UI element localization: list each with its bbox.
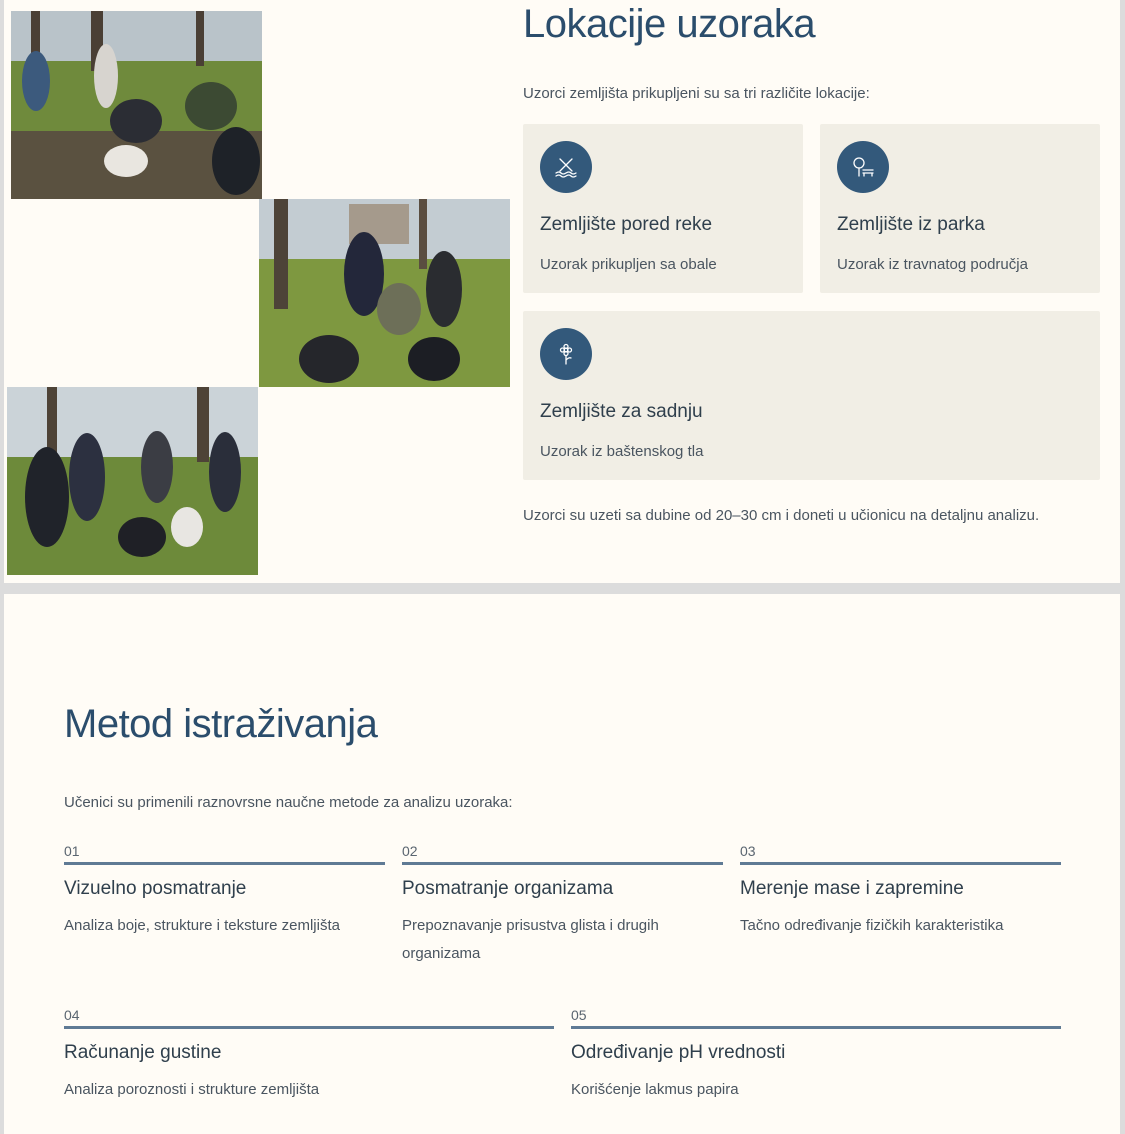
method-title: Vizuelno posmatranje: [64, 878, 247, 899]
method-item: [740, 843, 1061, 940]
method-number: 01: [64, 843, 385, 865]
park-tree-bench-icon: [837, 141, 889, 193]
method-title: Računanje gustine: [64, 1042, 222, 1063]
method-number: 04: [64, 1007, 554, 1029]
slide-sample-locations: [4, 0, 1120, 583]
method-title: Posmatranje organizama: [402, 878, 614, 899]
location-card-title: Zemljište za sadnju: [540, 401, 703, 422]
location-card-desc: Uzorak iz travnatog područja: [837, 256, 1028, 273]
method-desc: Tačno određivanje fizičkih karakteristika: [740, 917, 1004, 934]
method-number: 02: [402, 843, 723, 865]
method-title: Merenje mase i zapremine: [740, 878, 964, 899]
students-sampling-photo-1: [11, 11, 262, 199]
students-sampling-photo-2: [259, 199, 510, 387]
flower-icon: [540, 328, 592, 380]
location-card-desc: Uzorak prikupljen sa obale: [540, 256, 717, 273]
location-card-desc: Uzorak iz baštenskog tla: [540, 443, 704, 460]
method-item: [402, 843, 723, 968]
method-item: [64, 1007, 554, 1104]
students-sampling-photo-3: [7, 387, 258, 575]
method-desc: Analiza boje, strukture i teksture zemljišta: [64, 917, 340, 934]
sampling-depth-note: Uzorci su uzeti sa dubine od 20–30 cm i doneti u učionicu na detaljnu analizu.: [523, 507, 1040, 524]
method-title: Određivanje pH vrednosti: [571, 1042, 786, 1063]
method-item: [571, 1007, 1061, 1104]
method-number: 03: [740, 843, 1061, 865]
method-number: 05: [571, 1007, 1061, 1029]
section-intro: Učenici su primenili raznovrsne naučne metode za analizu uzoraka:: [64, 794, 513, 811]
method-desc: Prepoznavanje prisustva glista i drugih organizama: [402, 917, 659, 962]
section-intro: Uzorci zemljišta prikupljeni su sa tri različite lokacije:: [523, 85, 870, 102]
section-title: Metod istraživanja: [64, 702, 378, 746]
method-item: [64, 843, 385, 940]
location-card-park: [820, 124, 1100, 293]
method-desc: Analiza poroznosti i strukture zemljišta: [64, 1081, 320, 1098]
river-icon: [540, 141, 592, 193]
slide-research-method: [4, 594, 1120, 1134]
section-title: Lokacije uzoraka: [523, 2, 816, 46]
location-card-title: Zemljište pored reke: [540, 214, 713, 235]
location-card-garden: [523, 311, 1100, 480]
location-card-title: Zemljište iz parka: [837, 214, 985, 235]
location-card-river: [523, 124, 803, 293]
method-desc: Korišćenje lakmus papira: [571, 1081, 739, 1098]
